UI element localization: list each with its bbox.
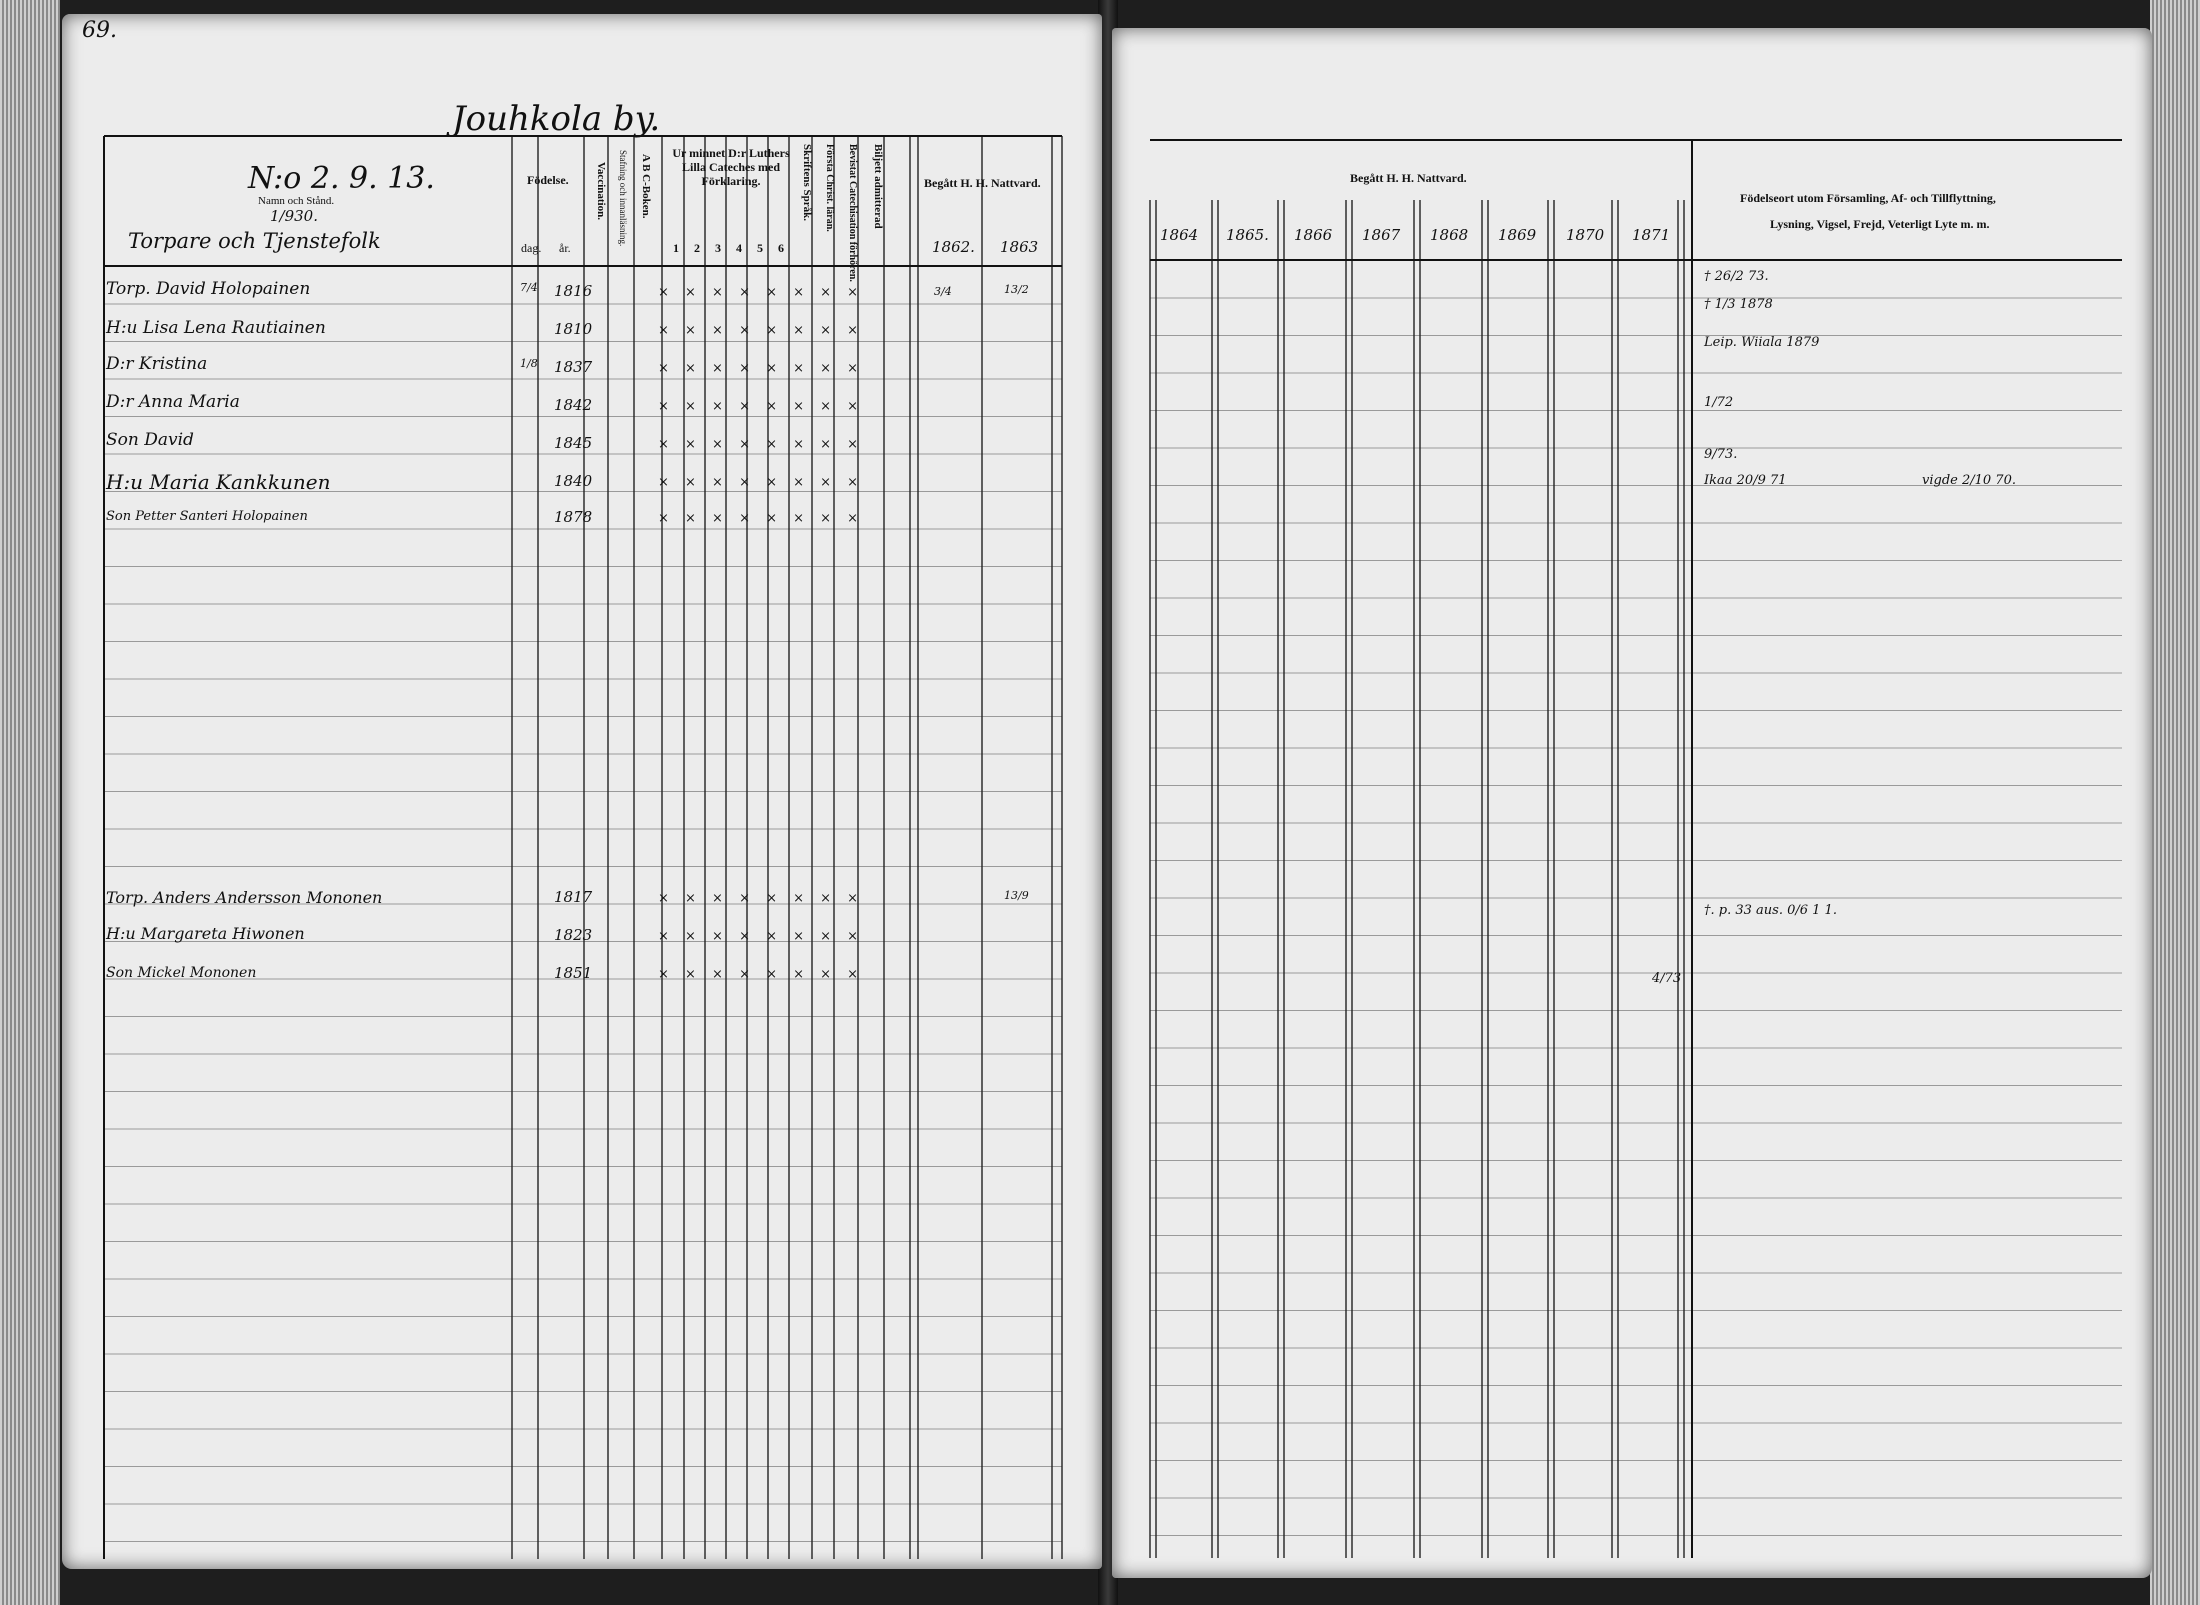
header-remarks-1: Födelseort utom Församling, Af- och Tillflyttning, [1740,191,1996,205]
person-name: H:u Margareta Hiwonen [106,924,305,943]
header-communion-right: Begått H. H. Nattvard. [1350,171,1467,185]
remark: † 1/3 1878 [1704,297,1773,312]
exam-marks: × × × × × × × × [658,437,865,452]
right-ruling [1112,28,2152,1578]
header-communion-left: Begått H. H. Nattvard. [924,176,1041,190]
year-1863: 1863 [1000,238,1039,256]
person-name: D:r Kristina [106,354,208,374]
book-edge-right [2150,0,2200,1605]
person-name: H:u Maria Kankkunen [106,470,331,494]
birth-year: 1840 [554,472,593,490]
person-name: H:u Lisa Lena Rautiainen [106,318,326,338]
person-name: Torp. Anders Andersson Mononen [106,888,383,907]
exam-marks: × × × × × × × × [658,891,865,906]
remark: 1/72 [1704,395,1734,410]
year-1870: 1870 [1566,226,1605,244]
exam-marks: × × × × × × × × [658,285,865,300]
header-first-christ: Första Christ. läran. [824,144,835,232]
year-1865: 1865. [1226,226,1269,244]
header-name-status: Namn och Stånd. [258,195,335,207]
header-catechism: Ur minnet D:r Luthers Lilla Cateches med Förklaring. [672,146,790,188]
remark: Leip. Wiiala 1879 [1704,335,1820,350]
header-remarks-2: Lysning, Vigsel, Frejd, Veterligt Lyte m. m. [1770,217,1990,231]
cat-col-2: 2 [694,241,700,255]
year-1864: 1864 [1160,226,1199,244]
remark: 4/73 [1652,971,1682,986]
header-day: dag. [521,241,542,255]
exam-marks: × × × × × × × × [658,511,865,526]
birth-year: 1823 [554,926,593,944]
year-1869: 1869 [1498,226,1537,244]
header-catechism-hearing: Bevistat Catechisation förhören. [847,144,858,282]
exam-marks: × × × × × × × × [658,399,865,414]
person-name: Son David [106,430,194,450]
remark: †. p. 33 aus. 0/6 1 1. [1704,903,1837,918]
book-edge-left [0,0,60,1605]
birth-year: 1817 [554,888,593,906]
birth-year: 1845 [554,434,593,452]
cat-col-6: 6 [778,241,784,255]
exam-marks: × × × × × × × × [658,323,865,338]
header-vaccination: Vaccination. [595,162,607,220]
birth-year: 1837 [554,358,593,376]
header-scripture: Skriftens Språk. [801,144,813,222]
header-birth: Födelse. [527,173,569,187]
birth-year: 1810 [554,320,593,338]
year-1871: 1871 [1632,226,1671,244]
communion-1863: 13/2 [1004,283,1029,296]
cat-col-1: 1 [673,241,679,255]
communion-1862: 3/4 [934,285,952,298]
year-1868: 1868 [1430,226,1469,244]
village-title: Jouhkola by. [452,99,661,139]
exam-marks: × × × × × × × × [658,475,865,490]
birth-year: 1842 [554,396,593,414]
header-abc: A B C-Boken. [640,154,652,219]
remark: Ikaa 20/9 71 [1704,473,1787,488]
year-1862: 1862. [932,238,975,256]
birth-year: 1878 [554,508,593,526]
household-number: N:o 2. 9. 13. [248,161,435,196]
cat-col-3: 3 [715,241,721,255]
household-subnumber: 1/930. [270,207,318,225]
communion-1863: 13/9 [1004,889,1029,902]
exam-marks: × × × × × × × × [658,967,865,982]
birth-year: 1851 [554,964,593,982]
person-name: Son Petter Santeri Holopainen [106,509,308,524]
remark: 9/73. [1704,447,1738,462]
person-name: Torp. David Holopainen [106,279,311,299]
person-name: D:r Anna Maria [106,392,240,412]
person-name: Son Mickel Mononen [106,965,257,981]
right-page [1112,28,2152,1578]
cat-col-4: 4 [736,241,742,255]
birth-day: 7/4 [520,281,538,294]
year-1867: 1867 [1362,226,1401,244]
remark: † 26/2 73. [1704,269,1769,284]
birth-year: 1816 [554,282,593,300]
cat-col-5: 5 [757,241,763,255]
birth-day: 1/8 [520,357,538,370]
header-reading: Stafning och innanläsning. [618,150,628,247]
exam-marks: × × × × × × × × [658,929,865,944]
exam-marks: × × × × × × × × [658,361,865,376]
estate-label: Torpare och Tjenstefolk [128,229,381,253]
header-ticket: Biljett admitterad [872,144,884,229]
remark: vigde 2/10 70. [1922,473,2016,488]
left-page [62,14,1102,1569]
year-1866: 1866 [1294,226,1333,244]
page-number: 69. [82,18,117,43]
header-year: år. [559,241,571,255]
